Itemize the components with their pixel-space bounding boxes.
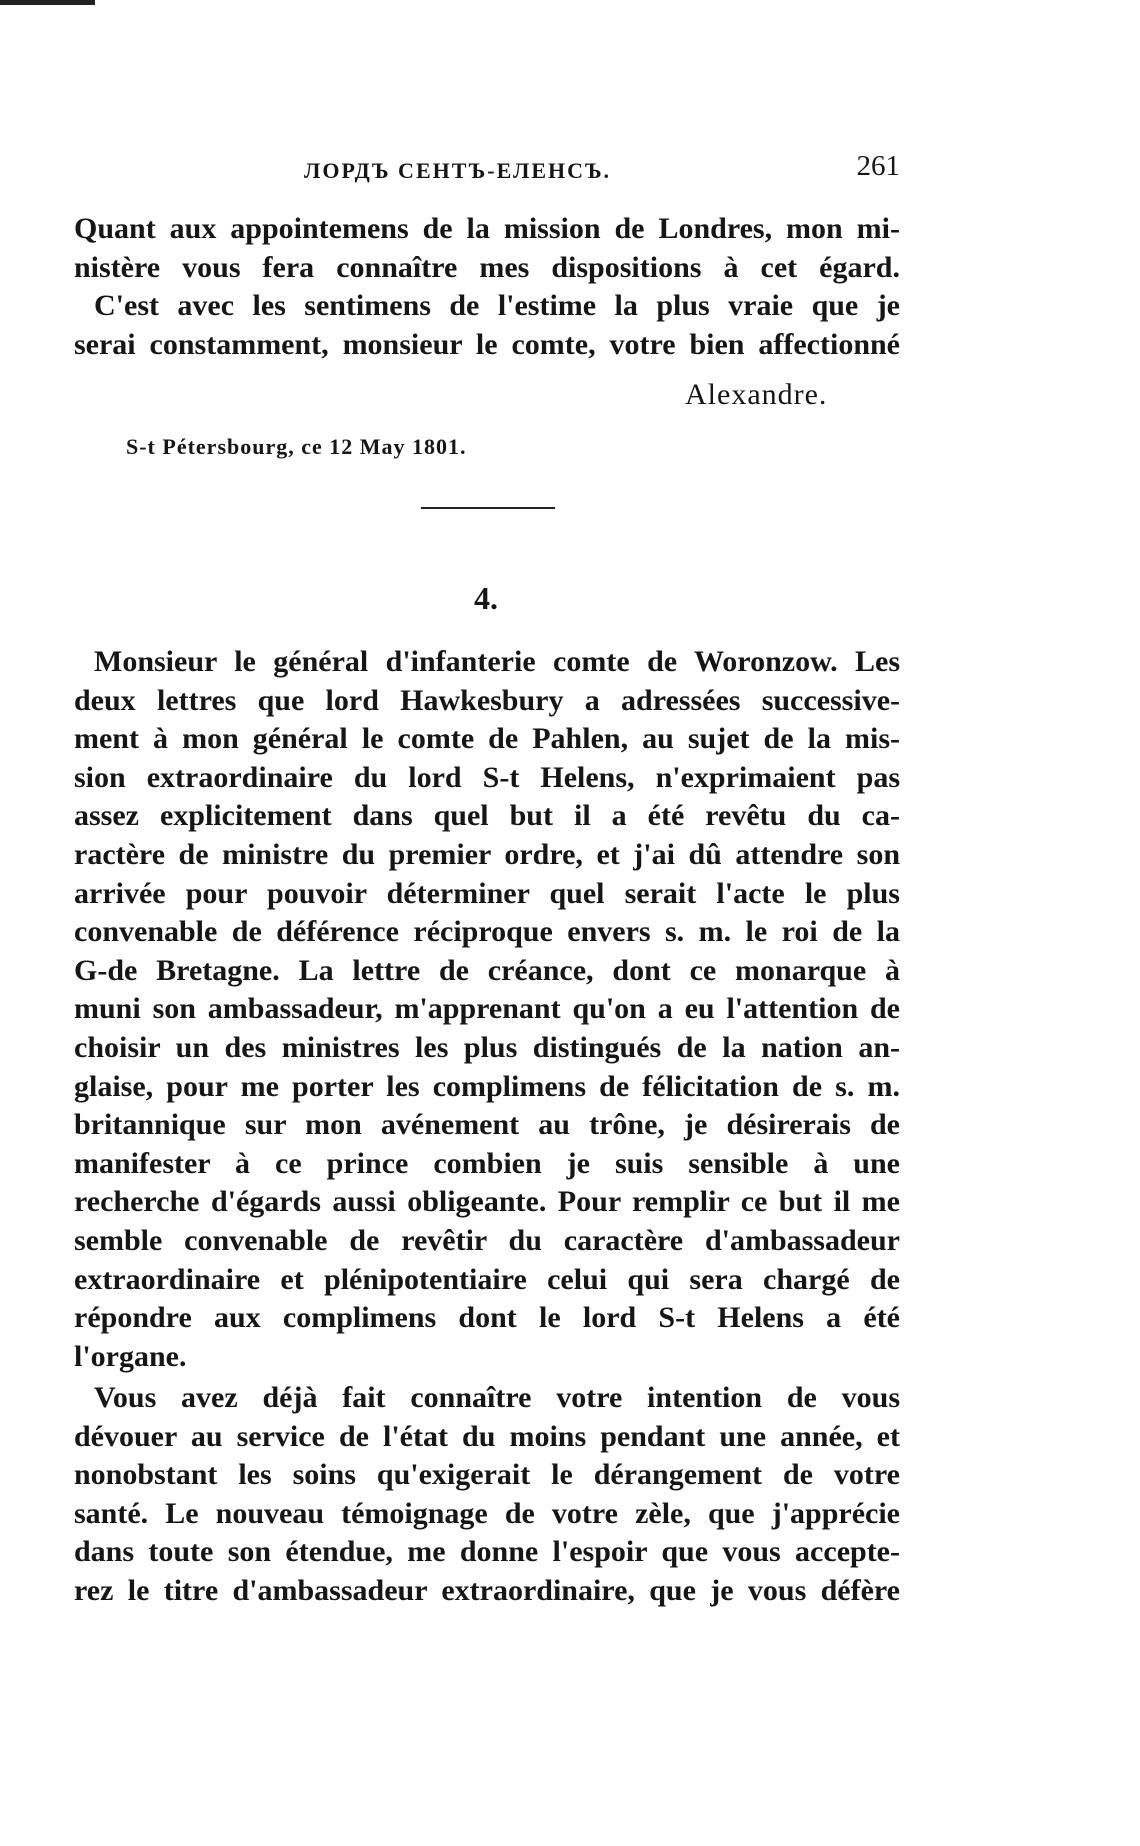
letter-1-text xyxy=(74,210,900,364)
text-line: muni son ambassadeur, m'apprenant qu'on a eu l'attention de xyxy=(74,992,900,1026)
text-line: deux lettres que lord Hawkesbury a adressées successive- xyxy=(74,683,900,717)
text-line: dévouer au service de l'état du moins pendant une année, et xyxy=(74,1419,900,1453)
text-line: sion extraordinaire du lord S-t Helens, n'exprimaient pas xyxy=(74,760,900,794)
text-line: C'est avec les sentimens de l'estime la plus vraie que je xyxy=(94,289,900,323)
text-line: semble convenable de revêtir du caractère d'ambassadeur xyxy=(74,1223,900,1257)
text-line: Quant aux appointemens de la mission de Londres, mon mi- xyxy=(74,212,900,245)
page-number: 261 xyxy=(856,150,900,182)
text-line: assez explicitement dans quel but il a été revêtu du ca- xyxy=(74,799,900,833)
text-line: santé. Le nouveau témoignage de votre zèle, que j'apprécie xyxy=(74,1496,900,1530)
text-line: Vous avez déjà fait connaître votre intention de vous xyxy=(94,1381,900,1414)
text-line: glaise, pour me porter les complimens de félicitation de s. m. xyxy=(74,1069,900,1103)
text-line: nistère vous fera connaître mes dispositions à cet égard. xyxy=(74,250,900,284)
page-header xyxy=(74,150,900,190)
text-line: arrivée pour pouvoir déterminer quel serait l'acte le plus xyxy=(74,876,900,910)
text-line: dans toute son étendue, me donne l'espoir que vous accepte- xyxy=(74,1535,900,1569)
text-line: recherche d'égards aussi obligeante. Pour remplir ce but il me xyxy=(74,1185,900,1219)
dateline: S-t Pétersbourg, ce 12 May 1801. xyxy=(126,434,467,459)
text-line: rez le titre d'ambassadeur extraordinaire, que je vous défère xyxy=(74,1573,900,1607)
section-number: 4. xyxy=(474,580,498,616)
signature: Alexandre. xyxy=(685,378,828,411)
text-line: Monsieur le général d'infanterie comte de Woronzow. Les xyxy=(94,645,900,678)
text-line: G-de Bretagne. La lettre de créance, dont ce monarque à xyxy=(74,953,900,987)
text-line: extraordinaire et plénipotentiaire celui qui sera chargé de xyxy=(74,1262,900,1296)
letter-2-paragraph-1 xyxy=(74,643,900,1376)
letter-2-paragraph-2 xyxy=(74,1379,900,1611)
running-title: ЛОРДЪ СЕНТЪ-ЕЛЕНСЪ. xyxy=(304,158,612,183)
text-line: choisir un des ministres les plus distingués de la nation an- xyxy=(74,1030,900,1064)
text-line: nonobstant les soins qu'exigerait le dérangement de votre xyxy=(74,1458,900,1492)
text-line: ment à mon général le comte de Pahlen, au sujet de la mis- xyxy=(74,722,900,756)
section-separator xyxy=(421,507,555,509)
text-line: l'organe. xyxy=(74,1339,187,1373)
text-line: convenable de déférence réciproque envers s. m. le roi de la xyxy=(74,915,900,949)
text-line: répondre aux complimens dont le lord S-t Helens a été xyxy=(74,1301,900,1335)
text-line: serai constamment, monsieur le comte, votre bien affectionné xyxy=(74,327,900,361)
scan-corner-mark xyxy=(0,0,95,5)
text-line: manifester à ce prince combien je suis sensible à une xyxy=(74,1146,900,1180)
text-line: ractère de ministre du premier ordre, et j'ai dû attendre son xyxy=(74,837,900,871)
text-line: britannique sur mon avénement au trône, je désirerais de xyxy=(74,1108,900,1142)
